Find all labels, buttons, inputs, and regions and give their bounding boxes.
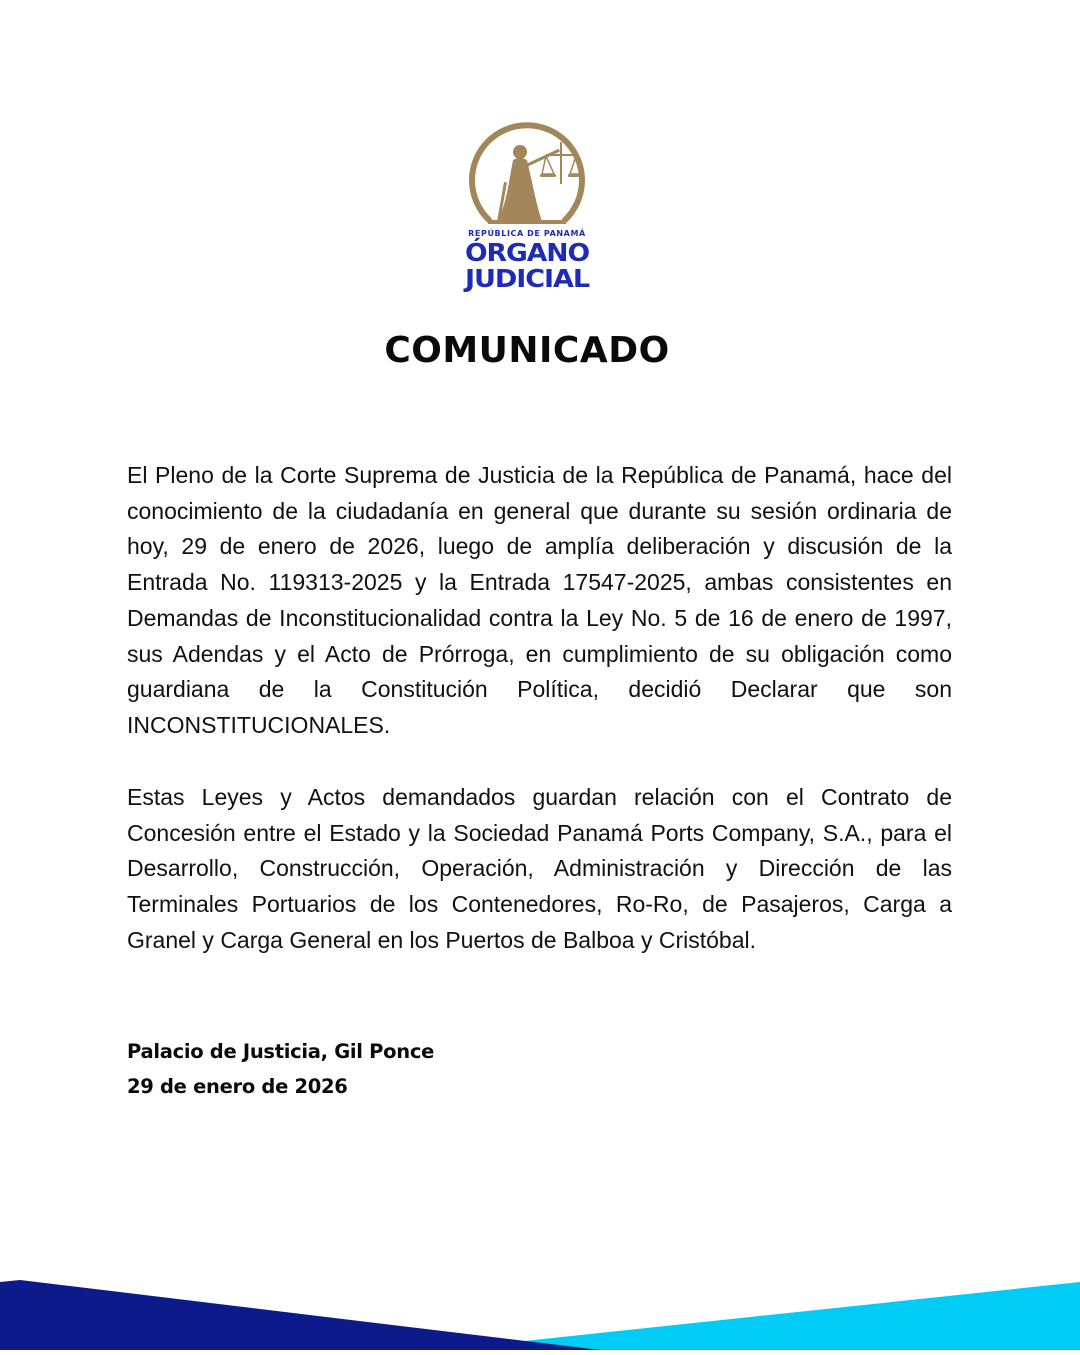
footer-dark-stripe <box>0 1280 600 1350</box>
logo-line-organo: ÓRGANO <box>465 238 582 267</box>
organo-judicial-logo <box>462 122 592 292</box>
signature-place: Palacio de Justicia, Gil Ponce <box>127 1040 435 1063</box>
footer-band <box>0 1270 1080 1350</box>
logo-line-judicial: JUDICIAL <box>462 264 591 292</box>
paragraph-2: Estas Leyes y Actos demandados guardan relación con el Contrato de Concesión entre el Estado y la Sociedad Panamá Ports Company, S.A., para el Desarrollo, Construcción, Operación, Administración y Dirección de las Terminales Portuarios de los Contenedores, Ro-Ro, de Pasajeros, Carga a Granel y Carga General en los Puertos de Balboa y Cristóbal. <box>127 784 952 953</box>
page-title: COMUNICADO <box>384 330 670 371</box>
signature-date: 29 de enero de 2026 <box>127 1075 348 1098</box>
paragraph-1: El Pleno de la Corte Suprema de Justicia de la República de Panamá, hace del conocimiento de la ciudadanía en general que durante su sesión ordinaria de hoy, 29 de enero de 2026, luego de amplía deliberación y discusión de la Entrada No. 119313-2025 y la Entrada 17547-2025, ambas consistentes en Demandas de Inconstitucionalidad contra la Ley No. 5 de 16 de enero de 1997, sus Adendas y el Acto de Prórroga, en cumplimiento de su obligación como guardiana de la Constitución Política, decidió Declarar que son INCONSTITUCIONALES. <box>127 462 952 738</box>
footer-light-stripe <box>440 1282 1080 1350</box>
logo-country: REPÚBLICA DE PANAMÁ <box>468 229 586 238</box>
